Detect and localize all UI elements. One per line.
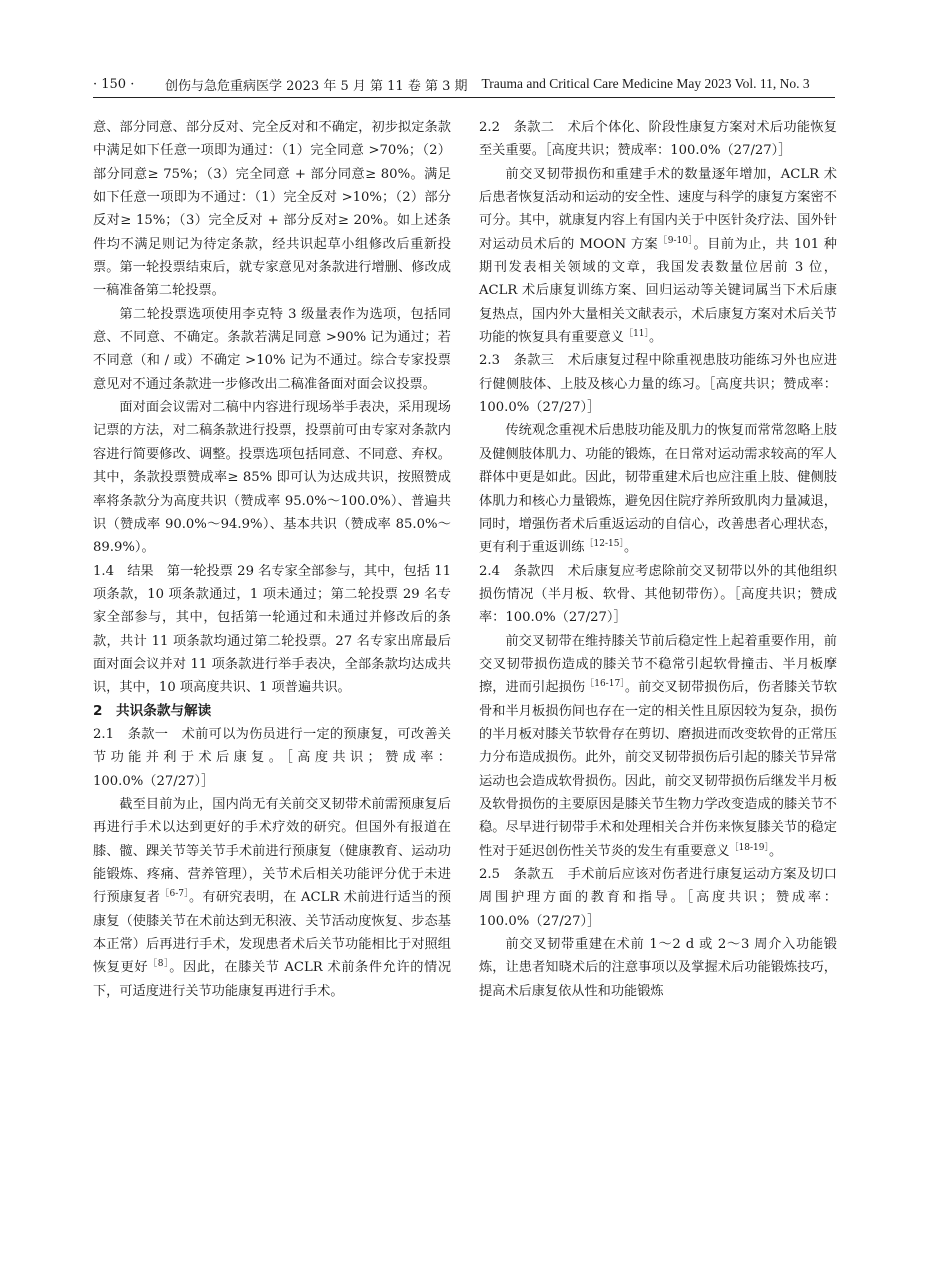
citation: ［8］ <box>148 959 170 970</box>
citation: ［18-19］ <box>729 842 770 853</box>
paragraph: 第二轮投票选项使用李克特 3 级量表作为选项，包括同意、不同意、不确定。条款若满足同意 >90% 记为通过；若不同意（和 / 或）不确定 >10% 记为不通过。综合专家投票意见对不通过条款进一步修改出二稿准备面对面会议投票。 <box>93 306 451 392</box>
text-run: 前交叉韧带在维持膝关节前后稳定性上起着重要作用，前交叉韧带损伤造成的膝关节不稳常引起软骨撞击、半月板摩擦，进而引起损伤 <box>479 633 837 696</box>
paragraph <box>93 793 451 1003</box>
journal-title-en: Trauma and Critical Care Medicine May 2023 Vol. 11, No. 3 <box>481 76 810 91</box>
paragraph: 意、部分同意、部分反对、完全反对和不确定，初步拟定条款中满足如下任意一项即为通过：（1）完全同意 >70%；（2）部分同意≥ 75%；（3）完全同意 + 部分同意≥ 80%。满足如下任意一项即为不通过：（1）完全反对 >10%；（2）部分反对≥ 15%；（3）完全反对 + 部分反对≥ 20%。如上述条件均不满足则记为待定条款，经共识起草小组修改后重新投票。第一轮投票结束后，就专家意见对条款进行增删、修改成一稿准备第二轮投票。 <box>93 120 451 299</box>
citation: ［16-17］ <box>585 679 625 690</box>
text-run: 。 <box>649 330 663 346</box>
clause-2-1: 2.1 条款一 术前可以为伤员进行一定的预康复，可改善关节功能并利于术后康复。［高度共识；赞成率：100.0%（27/27）］ <box>93 726 451 789</box>
clause-2-5: 2.5 条款五 手术前后应该对伤者进行康复运动方案及切口周围护理方面的教育和指导。［高度共识；赞成率：100.0%（27/27）］ <box>479 867 837 929</box>
text-run: 。 <box>623 540 638 556</box>
text-run: 。目前为止，共 101 种期刊发表相关领域的文章，我国发表数量位居前 3 位，ACLR 术后康复训练方案、回归运动等关键词属当下术后康复热点，国内外大量相关文献表示，术后康复方案对术后关节功能的恢复具有重要意义 <box>479 236 837 346</box>
text-run: 。有研究表明，在 ACLR 术前进行适当的预康复（使膝关节在术前达到无积液、关节活动度恢复、步态基本正常）后再进行手术，发现患者术后关节功能相比于对照组恢复更好 <box>93 890 452 976</box>
header-rule <box>93 97 835 98</box>
left-column <box>93 116 451 1003</box>
page-number: · 150 · <box>93 76 135 92</box>
clause-2-3: 2.3 条款三 术后康复过程中除重视患肢功能练习外也应进行健侧肢体、上肢及核心力量的练习。［高度共识；赞成率：100.0%（27/27）］ <box>479 353 837 416</box>
section-1-4-results: 1.4 结果 第一轮投票 29 名专家全部参与，其中，包括 11 项条款，10 项条款通过，1 项未通过；第二轮投票 29 名专家全部参与，其中，包括第一轮通过和未通过并修改后的条款，共计 11 项条款均通过第二轮投票。27 名专家出席最后面对面会议并对 11 项条款进行举手表决，全部条款均达成共识，其中，10 项高度共识、1 项普遍共识。 <box>93 563 451 696</box>
text-run: 截至目前为止，国内尚无有关前交叉韧带术前需预康复后再进行手术以达到更好的手术疗效的研究。但国外有报道在膝、髋、踝关节等关节手术前进行预康复（健康教育、运动功能锻炼、疼痛、营养管理），关节术后相关功能评分优于未进行预康复者 <box>93 796 451 906</box>
paragraph: 前交叉韧带重建在术前 1～2 d 或 2～3 周介入功能锻炼，让患者知晓术后的注意事项以及掌握术后功能锻炼技巧，提高术后康复依从性和功能锻炼 <box>479 937 837 999</box>
text-run: 。前交叉韧带损伤后，伤者膝关节软骨和半月板损伤间也存在一定的相关性且原因较为复杂，损伤的半月板对膝关节软骨存在剪切、磨损进而改变软骨的正常压力分布造成损伤。此外，前交叉韧带损伤后引起的膝关节异常运动也会造成软骨损伤。因此，前交叉韧带损伤后继发半月板及软骨损伤的主要原因是膝关节生物力学改变造成的膝关节不稳。尽早进行韧带手术和处理相关合并伤来恢复膝关节的稳定性对于延迟创伤性关节炎的发生有重要意义 <box>479 680 838 859</box>
journal-title-cn: 创伤与急危重病医学 2023 年 5 月 第 11 卷 第 3 期 <box>165 78 468 94</box>
text-run: 传统观念重视术后患肢功能及肌力的恢复而常常忽略上肢及健侧肢体肌力、功能的锻炼，在日常对运动需求较高的军人群体中更是如此。因此，韧带重建术后也应注重上肢、健侧肢体肌力和核心力量锻炼，避免因住院疗养所致肌肉力量减退，同时，增强伤者术后重返运动的自信心，改善患者心理状态，更有利于重返训练 <box>479 423 837 556</box>
text-run: 。因此，在膝关节 ACLR 术前条件允许的情况下，可适度进行关节功能康复再进行手术。 <box>93 960 452 999</box>
citation: ［12-15］ <box>584 539 624 550</box>
citation: ［11］ <box>624 329 650 340</box>
citation: ［9-10］ <box>658 235 694 246</box>
text-run: 前交叉韧带损伤和重建手术的数量逐年增加，ACLR 术后患者恢复活动和运动的安全性、速度与科学的康复方案密不可分。其中，就康复内容上有国内关于中医针灸疗法、国外针对运动员术后的 MOON 方案 <box>479 166 837 252</box>
paragraph <box>479 163 837 350</box>
paragraph <box>479 419 837 559</box>
section-heading-2: 2 共识条款与解读 <box>93 702 212 719</box>
clause-2-4: 2.4 条款四 术后康复应考虑除前交叉韧带以外的其他组织损伤情况（半月板、软骨、其他韧带伤）。［高度共识；赞成率：100.0%（27/27）］ <box>479 563 837 626</box>
paragraph: 面对面会议需对二稿中内容进行现场举手表决，采用现场记票的方法，对二稿条款进行投票，投票前可由专家对条款内容进行简要修改、调整。投票选项包括同意、不同意、弃权。其中，条款投票赞成率≥ 85% 即可认为达成共识，按照赞成率将条款分为高度共识（赞成率 95.0%～100.0%）、普遍共识（赞成率 90.0%～94.9%）、基本共识（赞成率 85.0%～89.9%）。 <box>93 400 451 556</box>
right-column <box>479 116 837 1003</box>
text-run: 。 <box>769 843 783 859</box>
running-header <box>93 72 835 96</box>
paragraph <box>479 630 837 863</box>
clause-2-2: 2.2 条款二 术后个体化、阶段性康复方案对术后功能恢复至关重要。［高度共识；赞成率：100.0%（27/27）］ <box>479 120 837 159</box>
citation: ［6-7］ <box>160 889 189 900</box>
